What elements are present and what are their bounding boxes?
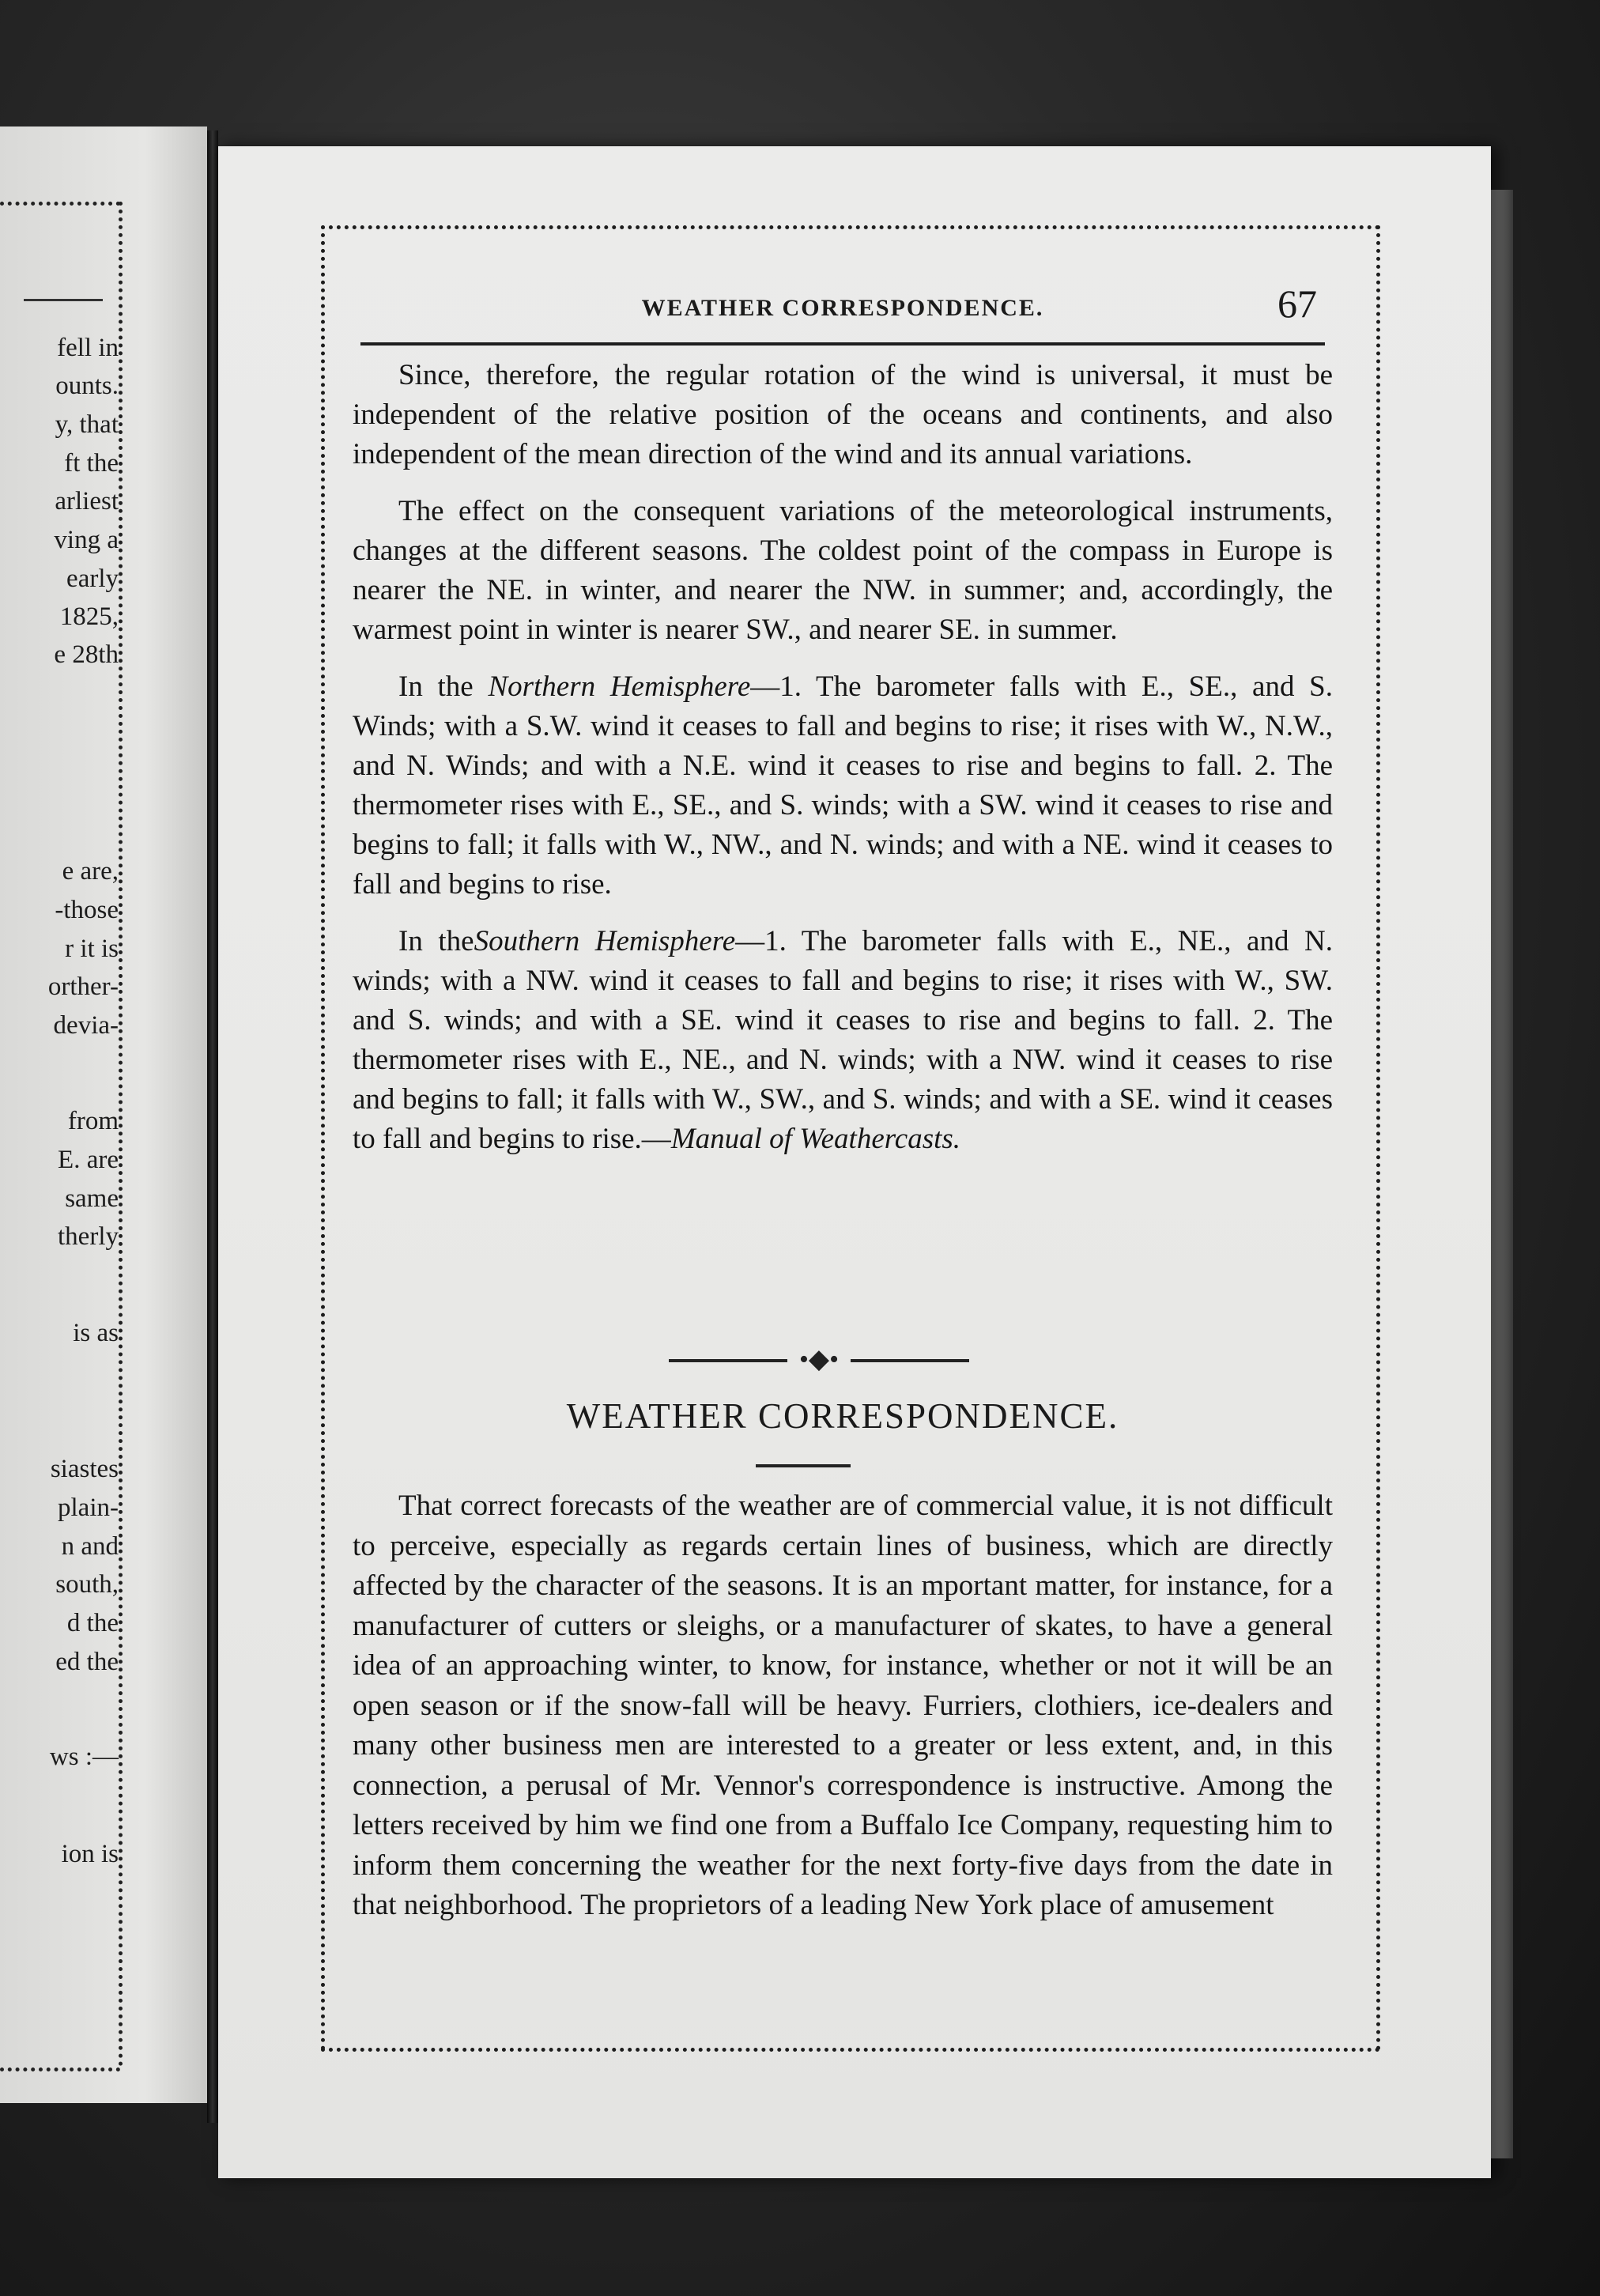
left-page-line: r it is: [65, 935, 119, 963]
left-page-line: fell in: [57, 334, 119, 362]
left-page-line: d the: [66, 1609, 119, 1637]
left-page-line: -those: [55, 896, 119, 924]
head-rule: [360, 342, 1325, 346]
left-page-line: ed the: [55, 1648, 119, 1676]
section-1-text: [353, 356, 1333, 1176]
left-page-line: plain-: [58, 1494, 119, 1522]
left-page-line: y, that: [55, 410, 119, 439]
southern-hemisphere-heading: Southern Hemisphere: [474, 925, 736, 957]
left-page-line: ft the: [64, 449, 119, 478]
northern-body: —1. The barometer falls with E., SE., and S. Winds; with a S.W. wind it ceases to fall and begins to rise; it rises with W., N.W., and N. Winds; and with a N.E. wind it ceases to rise and begins to fall. 2. The thermometer rises with E., SE., and S. winds; with a SW. wind it ceases to rise and begins to fall; it falls with W., NW., and N. winds; and with a NE. wind it ceases to fall and begins to rise.: [353, 670, 1334, 901]
paragraph-forecasts: That correct forecasts of the weather are of commercial value, it is not difficult to perceive, especially as regards certain lines of business, which are directly affected by the character of the seasons. It is an mportant matter, for instance, for a manufacturer of cutters or sleighs, or a manufacturer of skates, to have a general idea of an approaching winter, to know, for instance, whether or not it will be an open season or if the snow-fall will be heavy. Furriers, clothiers, ice-dealers and many other business men are interested to a greater or less extent, and, in this connection, a perusal of Mr. Vennor's correspondence is instructive. Among the letters received by him we find one from a Buffalo Ice Company, requesting him to inform them concerning the weather for the next forty-five days from the date in that neighborhood. The proprietors of a leading New York place of amusement: [353, 1490, 1333, 1921]
left-page-line: therly: [58, 1222, 119, 1251]
left-page-line: is as: [73, 1319, 119, 1347]
left-page-line: ving a: [54, 526, 119, 554]
left-page-line: south,: [55, 1570, 119, 1599]
source-citation: Manual of Weathercasts.: [670, 1123, 961, 1155]
running-head: [360, 281, 1325, 336]
left-page-line: ion is: [61, 1840, 119, 1868]
northern-hemisphere-heading: Northern Hemisphere: [488, 670, 751, 703]
left-page-border-bottom: [0, 2068, 120, 2071]
left-page-line: ws :—: [49, 1743, 119, 1771]
page-number: 67: [1277, 281, 1317, 326]
southern-lead: In the: [398, 925, 474, 957]
ornament-line-left: [669, 1359, 787, 1362]
running-title: WEATHER CORRESPONDENCE.: [641, 295, 1044, 321]
left-page-line: from: [67, 1107, 119, 1135]
left-page-line: devia-: [53, 1011, 119, 1040]
right-page: [218, 146, 1491, 2178]
left-page-line: 1825,: [59, 602, 119, 631]
ornament-glyph-icon: •◆•: [799, 1345, 839, 1374]
paragraph-southern-hemisphere: [353, 922, 1333, 1159]
paragraph-rotation: Since, therefore, the regular rotation of the wind is universal, it must be independent of the relative position of the oceans and continents, and also independent of the mean direction of the wind and its annual variations.: [353, 359, 1333, 470]
book-spine: [207, 130, 218, 2123]
left-page-head-rule: [24, 299, 103, 301]
northern-lead: In the: [398, 670, 489, 703]
section-2-text: [353, 1486, 1333, 1926]
left-page-line: same: [65, 1184, 119, 1213]
left-page-border-top: [0, 202, 120, 206]
left-page-border-right: [119, 202, 123, 2068]
left-facing-page: [0, 127, 207, 2103]
paragraph-seasons: The effect on the consequent variations of the meteorological instruments, changes at the different seasons. The coldest point of the compass in Europe is nearer the NE. in winter, and nearer the NW. in summer; and, accordingly, the warmest point in winter is nearer SW., and nearer SE. in summer.: [353, 495, 1333, 646]
left-page-line: e are,: [62, 857, 119, 886]
left-page-line: E. are: [58, 1146, 119, 1174]
left-page-line: arliest: [55, 487, 119, 515]
left-page-line: siastes: [50, 1455, 119, 1483]
section-divider-ornament: [669, 1345, 969, 1374]
left-page-line: early: [66, 565, 119, 593]
paragraph-northern-hemisphere: [353, 667, 1333, 904]
left-page-line: orther-: [47, 972, 119, 1001]
left-page-line: n and: [61, 1532, 119, 1561]
section-title: WEATHER CORRESPONDENCE.: [566, 1396, 1119, 1436]
page-edge: [1491, 190, 1513, 2158]
ornament-line-right: [851, 1359, 969, 1362]
left-page-line: e 28th: [54, 640, 119, 669]
southern-body: —1. The barometer falls with E., NE., and N. winds; with a NW. wind it ceases to fall and begins to rise; it rises with W., SW. and S. winds; and with a SE. wind it ceases to rise and begins to fall. 2. The thermometer rises with E., NE., and N. winds; with a NW. wind it ceases to rise and begins to fall; it falls with W., SW., and S. winds; and with a SE. wind it ceases to fall and begins to rise.—: [353, 925, 1334, 1155]
left-page-line: ounts.: [55, 372, 119, 400]
section-title-rule: [756, 1464, 851, 1467]
